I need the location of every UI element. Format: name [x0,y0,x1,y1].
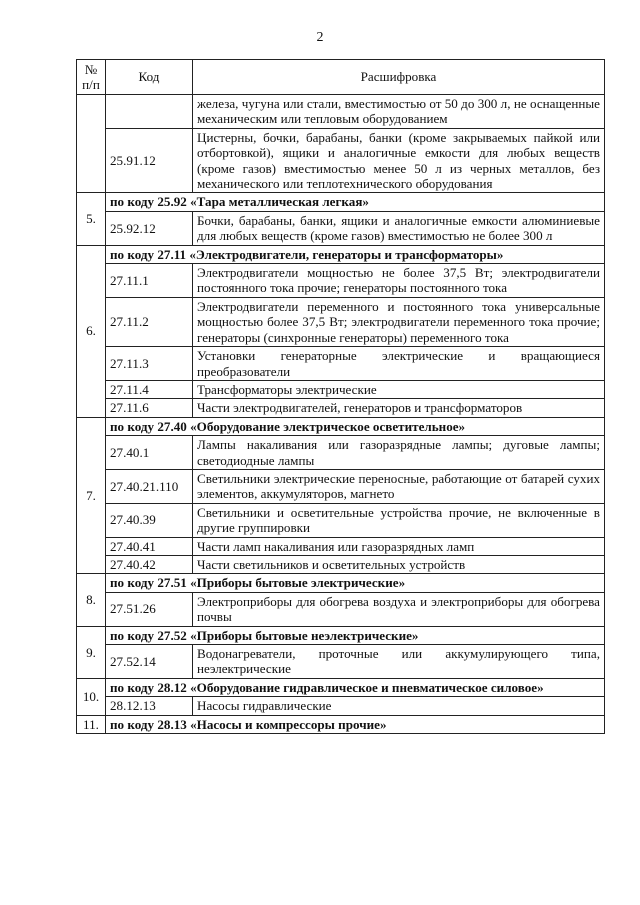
table-row [77,128,605,193]
row-number-cell: 8. [77,574,106,626]
description-cell: Лампы накаливания или газоразрядные лампы; дуговые лампы; светодиодные лампы [193,436,605,470]
description-cell: Насосы гидравлические [193,697,605,715]
table-row [77,264,605,298]
code-cell: 27.11.1 [106,264,193,298]
code-cell: 27.40.41 [106,537,193,555]
table-row [77,697,605,715]
row-number-cell [77,95,106,193]
code-cell: 27.51.26 [106,592,193,626]
table-row [77,503,605,537]
header-num: № п/п [77,60,106,95]
table-row [77,399,605,417]
table-row [77,95,605,129]
description-cell: Водонагреватели, проточные или аккумулирующего типа, неэлектрические [193,645,605,679]
page-number: 2 [316,30,324,45]
table-row [77,380,605,398]
description-cell: Бочки, барабаны, банки, ящики и аналогичные емкости алюминиевые для любых веществ (кроме газов) вместимостью не более 300 л [193,211,605,245]
description-cell: железа, чугуна или стали, вместимостью от 50 до 300 л, не оснащенные механическим или тепловым оборудованием [193,95,605,129]
table-row [77,297,605,346]
row-number-cell: 9. [77,626,106,678]
table-row [77,592,605,626]
group-title: по коду 25.92 «Тара металлическая легкая» [106,193,605,211]
code-cell: 27.40.21.110 [106,469,193,503]
group-header-row [77,193,605,211]
group-title: по коду 27.51 «Приборы бытовые электрические» [106,574,605,592]
classification-table [76,59,605,734]
code-cell [106,95,193,129]
row-number-cell: 11. [77,715,106,733]
row-number-cell: 10. [77,678,106,715]
code-cell: 27.52.14 [106,645,193,679]
description-cell: Трансформаторы электрические [193,380,605,398]
header-description: Расшифровка [193,60,605,95]
code-cell: 27.11.3 [106,347,193,381]
code-cell: 27.11.4 [106,380,193,398]
group-title: по коду 27.11 «Электродвигатели, генераторы и трансформаторы» [106,245,605,263]
code-cell: 27.11.6 [106,399,193,417]
group-title: по коду 28.12 «Оборудование гидравлическое и пневматическое силовое» [106,678,605,696]
code-cell: 27.40.39 [106,503,193,537]
group-header-row [77,715,605,733]
group-header-row [77,574,605,592]
description-cell: Электроприборы для обогрева воздуха и электроприборы для обогрева почвы [193,592,605,626]
group-header-row [77,245,605,263]
group-header-row [77,417,605,435]
table-row [77,347,605,381]
code-cell: 27.40.1 [106,436,193,470]
table-row [77,436,605,470]
table-row [77,537,605,555]
table-row [77,469,605,503]
description-cell: Электродвигатели переменного и постоянного тока универсальные мощностью более 37,5 Вт; электродвигатели переменного тока прочие; генераторы (синхронные генераторы) переменного тока [193,297,605,346]
code-cell: 25.91.12 [106,128,193,193]
row-number-cell: 5. [77,193,106,245]
row-number-cell: 6. [77,245,106,417]
description-cell: Цистерны, бочки, барабаны, банки (кроме закрываемых пайкой или отбортовкой), ящики и аналогичные емкости для любых веществ (кроме газов) вместимостью менее 50 л из черных металлов, без механического или теплотехнического оборудования [193,128,605,193]
description-cell: Части ламп накаливания или газоразрядных ламп [193,537,605,555]
description-cell: Части светильников и осветительных устройств [193,555,605,573]
table-row [77,555,605,573]
table-row [77,645,605,679]
table-header-row [77,60,605,95]
description-cell: Светильники и осветительные устройства прочие, не включенные в другие группировки [193,503,605,537]
description-cell: Светильники электрические переносные, работающие от батарей сухих элементов, аккумуляторов, магнето [193,469,605,503]
group-title: по коду 27.52 «Приборы бытовые неэлектрические» [106,626,605,644]
code-cell: 27.40.42 [106,555,193,573]
group-header-row [77,626,605,644]
description-cell: Установки генераторные электрические и вращающиеся преобразователи [193,347,605,381]
code-cell: 27.11.2 [106,297,193,346]
group-header-row [77,678,605,696]
table-row [77,211,605,245]
code-cell: 25.92.12 [106,211,193,245]
row-number-cell: 7. [77,417,106,574]
description-cell: Электродвигатели мощностью не более 37,5 Вт; электродвигатели постоянного тока прочие; генераторы постоянного тока [193,264,605,298]
code-cell: 28.12.13 [106,697,193,715]
header-code: Код [106,60,193,95]
group-title: по коду 27.40 «Оборудование электрическое осветительное» [106,417,605,435]
group-title: по коду 28.13 «Насосы и компрессоры прочие» [106,715,605,733]
description-cell: Части электродвигателей, генераторов и трансформаторов [193,399,605,417]
